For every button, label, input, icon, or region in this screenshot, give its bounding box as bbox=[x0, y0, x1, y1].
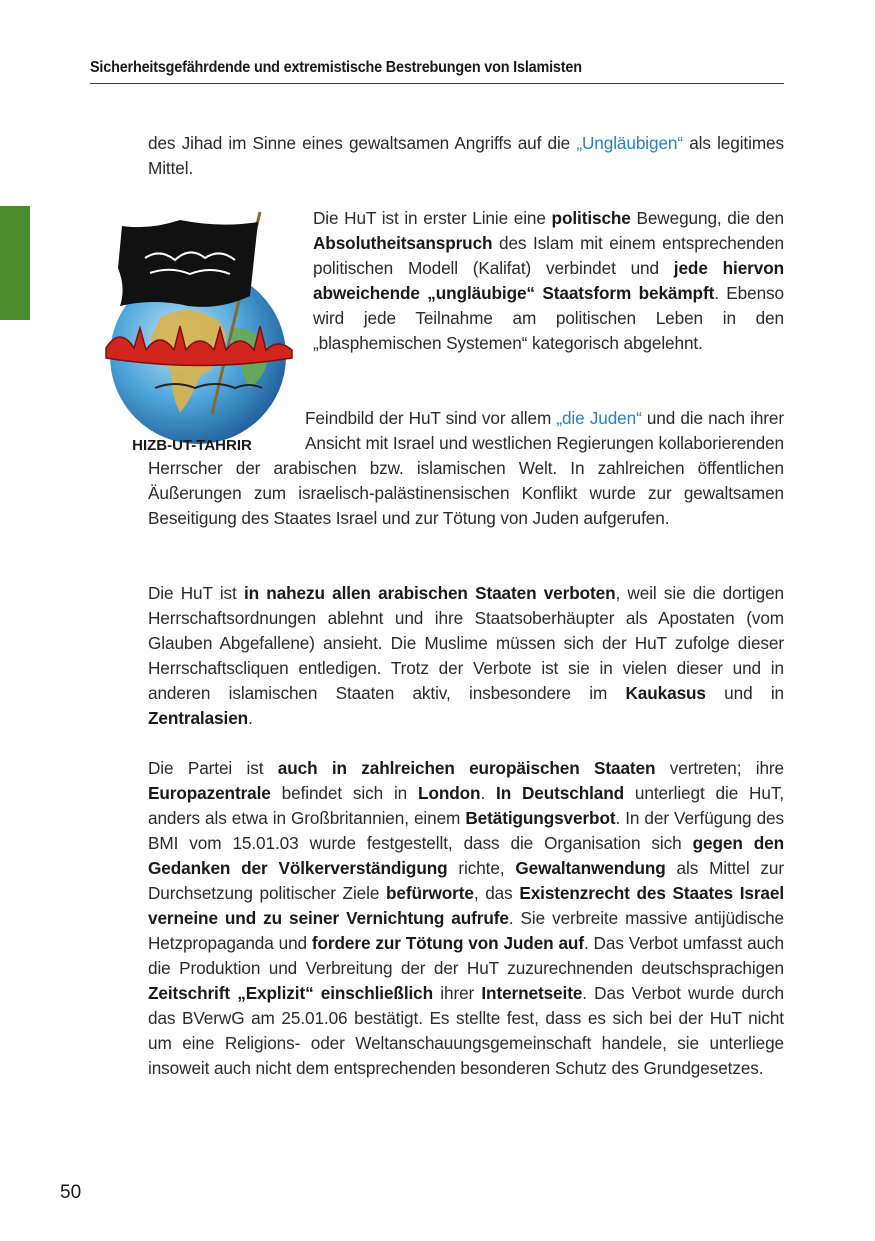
page-number: 50 bbox=[60, 1182, 82, 1203]
highlight-unglaeubigen: „Ungläubigen“ bbox=[576, 133, 684, 153]
flag-icon bbox=[118, 220, 258, 307]
paragraph-2: Die HuT ist in erster Linie eine politische Bewegung, die den Absolutheitsanspruch des Islam mit einem entsprechenden politischen Modell (Kalifat) verbindet und jede hiervon abweichende „ungläubige“ Staatsform bekämpft. Ebenso wird jede Teilnahme am politischen Leben in den „blasphemischen Systemen“ kategorisch abgelehnt. bbox=[313, 208, 785, 353]
paragraph-5: Die Partei ist auch in zahlreichen europäischen Staaten vertreten; ihre Europazentrale befindet sich in London. In Deutschland unterliegt die HuT, anders als etwa in Großbritannien, einem Betätigungsverbot. In der Verfügung des BMI vom 15.01.03 wurde festgestellt, dass die Organisation sich gegen den Gedanken der Völkerverständigung richte, Gewaltanwendung als Mittel zur Durchsetzung politischer Ziele befürworte, das Existenzrecht des Staates Israel verneine und zu seiner Vernichtung aufrufe. Sie verbreite massive antijüdische Hetzpropaganda und fordere zur Tötung von Juden auf. Das Verbot umfasst auch die Produktion und Verbreitung der der HuT zuzurechnenden deutschsprachigen Zeitschrift „Explizit“ einschließlich ihrer Internetseite. Das Verbot wurde durch das BVerwG am 25.01.06 bestätigt. Es stellte fest, dass es sich bei der HuT nicht um eine Religions- oder Weltanschauungsgemeinschaft handele, sie unterliege insoweit auch nicht dem entsprechenden besonderen Schutz des Grundgesetzes. bbox=[148, 758, 785, 1078]
paragraph-1: des Jihad im Sinne eines gewaltsamen Angriffs auf die „Ungläubigen“ als legitimes Mittel. bbox=[148, 133, 784, 178]
paragraph-3-indent bbox=[148, 406, 305, 456]
logo-caption: HIZB-UT-TAHRIR bbox=[132, 437, 252, 454]
header-rule bbox=[90, 83, 784, 84]
paragraph-4: Die HuT ist in nahezu allen arabischen Staaten verboten, weil sie die dortigen Herrschaftsordnungen ablehnt und ihre Staatsoberhäupter als Apostaten (vom Glauben Abgefallene) ansieht. Die Muslime müssen sich der HuT zufolge dieser Herrschaftscliquen entledigen. Trotz der Verbote ist sie in vielen dieser und in anderen islamischen Staaten aktiv, insbesondere im Kaukasus und in Zentralasien. bbox=[148, 583, 785, 728]
highlight-die-juden: „die Juden“ bbox=[556, 408, 642, 428]
paragraph-3: Feindbild der HuT sind vor allem „die Juden“ und die nach ihrer Ansicht mit Israel und westlichen Regierungen kollaborierenden Herrscher der arabischen bzw. islamischen Welt. In zahlreichen öffentlichen Äußerungen zum israelisch-palästinensischen Konflikt wurde zur gewaltsamen Beseitigung des Staates Israel und zur Tötung von Juden aufgerufen. bbox=[148, 408, 785, 528]
chapter-side-tab bbox=[0, 206, 30, 320]
running-header: Sicherheitsgefährdende und extremistische Bestrebungen von Islamisten bbox=[90, 59, 582, 76]
highlight-unglaeubige: „ungläubige“ bbox=[427, 283, 535, 303]
